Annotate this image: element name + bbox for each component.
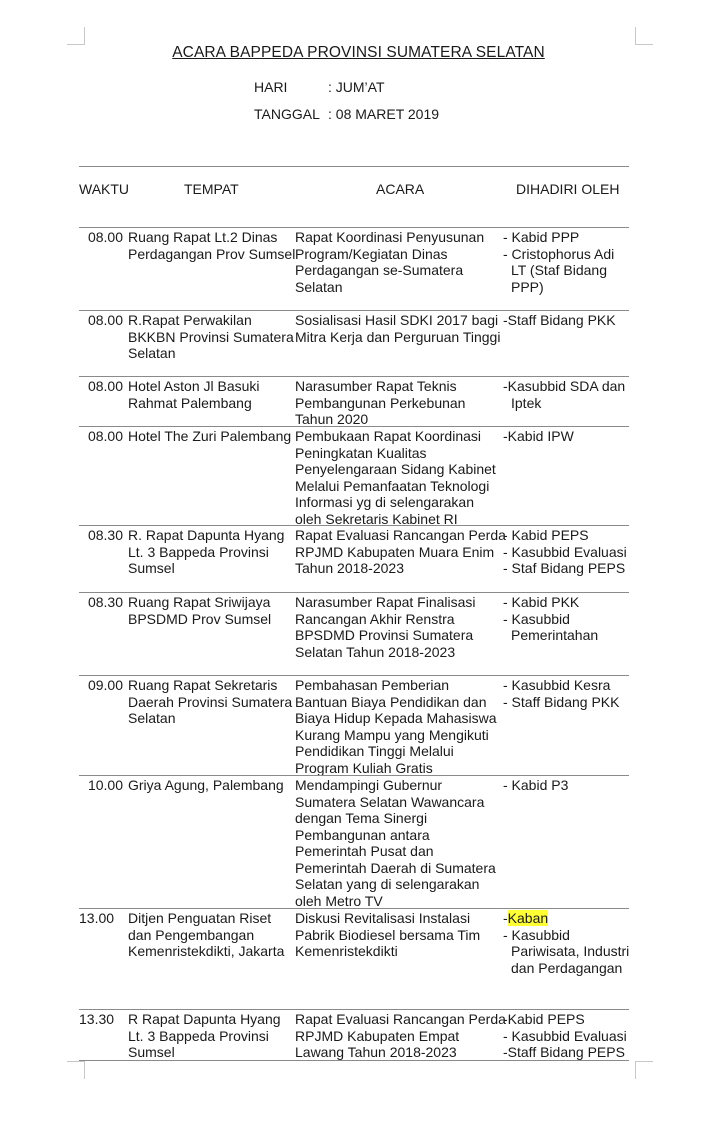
attendee-item: -Staff Bidang PEPS [503,1044,625,1060]
day-value: : JUM’AT [328,79,385,95]
cell-waktu: 08.00 [87,312,123,328]
attendee-item: - Kabid PPP [503,229,580,245]
row-separator [79,775,629,776]
header-tempat: TEMPAT [184,181,239,197]
attendee-item: - Cristophorus Adi LT (Staf Bidang PPP) [503,245,615,295]
row-separator [79,525,629,526]
cell-tempat: R. Rapat Dapunta Hyang Lt. 3 Bappeda Provinsi Sumsel [128,527,285,576]
cell-waktu: 08.00 [87,229,123,245]
attendee-item: - Kabid P3 [503,777,569,793]
header-dihadiri-oleh: DIHADIRI OLEH [516,181,620,197]
cell-tempat: R Rapat Dapunta Hyang Lt. 3 Bappeda Provinsi Sumsel [128,1011,281,1060]
cell-dihadiri-oleh [503,594,633,644]
attendee-item: - Kasubbid Evaluasi [503,1027,627,1044]
cell-dihadiri-oleh [503,428,633,445]
cell-tempat: Griya Agung, Palembang [128,777,284,793]
row-separator [79,376,629,377]
cell-acara: Sosialisasi Hasil SDKI 2017 bagi Mitra Kerja dan Perguruan Tinggi [295,312,501,345]
attendee-item: - Kasubbid Pariwisata, Industri dan Perdagangan [503,926,630,976]
header-waktu: WAKTU [79,181,130,197]
page-corner-mark-bottom-left [67,1061,85,1079]
cell-dihadiri-oleh [503,910,633,976]
day-line [254,79,385,95]
cell-dihadiri-oleh [503,229,633,295]
row-separator [79,227,629,228]
cell-waktu: 08.30 [87,594,123,610]
cell-waktu: 13.30 [79,1011,115,1027]
cell-waktu: 10.00 [87,777,123,793]
row-separator [79,908,629,909]
attendee-item: - Staff Bidang PKK [503,693,620,710]
document-title: ACARA BAPPEDA PROVINSI SUMATERA SELATAN [172,44,545,61]
attendee-item [503,910,633,927]
cell-waktu: 13.00 [79,910,115,926]
cell-tempat: Hotel Aston Jl Basuki Rahmat Palembang [128,378,260,411]
cell-tempat: Ruang Rapat Lt.2 Dinas Perdagangan Prov Sumsel [128,229,296,262]
row-separator [79,310,629,311]
page-corner-mark-bottom-right [635,1061,653,1079]
cell-acara: Rapat Evaluasi Rancangan Perda RPJMD Kabupaten Muara Enim Tahun 2018-2023 [295,527,506,576]
cell-tempat: Hotel The Zuri Palembang [128,428,292,444]
attendee-item: - Kasubbid Evaluasi [503,543,627,560]
page-corner-mark-top-left [67,27,85,45]
row-separator [79,426,629,427]
cell-waktu: 08.00 [87,428,123,444]
cell-dihadiri-oleh [503,378,633,411]
table-bottom-rule [79,1060,629,1061]
highlighted-attendee: Kaban [507,910,549,926]
cell-dihadiri-oleh [503,1011,633,1061]
cell-acara: Pembahasan Pemberian Bantuan Biaya Pendidikan dan Biaya Hidup Kepada Mahasiswa Kurang Mampu yang Mengikuti Pendidikan Tinggi Melalui Program Kuliah Gratis [295,677,497,776]
day-label: HARI [254,79,288,95]
attendee-item: -Kasubbid SDA dan Iptek [503,378,626,411]
cell-dihadiri-oleh [503,312,633,329]
date-value: : 08 MARET 2019 [328,106,440,122]
attendee-item: - Kasubbid Kesra [503,677,611,693]
attendee-item: -Staff Bidang PKK [503,312,616,328]
cell-acara: Rapat Koordinasi Penyusunan Program/Kegiatan Dinas Perdagangan se-Sumatera Selatan [295,229,485,295]
cell-dihadiri-oleh [503,677,633,710]
cell-tempat: Ruang Rapat Sriwijaya BPSDMD Prov Sumsel [128,594,272,627]
row-separator [79,592,629,593]
row-separator [79,1009,629,1010]
cell-tempat: Ditjen Penguatan Riset dan Pengembangan Kemenristekdikti, Jakarta [128,910,285,959]
cell-waktu: 08.00 [87,378,123,394]
page-corner-mark-top-right [635,27,653,45]
date-label: TANGGAL [254,106,320,122]
date-line [254,106,439,122]
attendee-item: -Kabid IPW [503,428,574,444]
cell-tempat: R.Rapat Perwakilan BKKBN Provinsi Sumatera Selatan [128,312,294,361]
cell-acara: Pembukaan Rapat Koordinasi Peningkatan Kualitas Penyelengaraan Sidang Kabinet Melalui Pemanfaatan Teknologi Informasi yg di selengarakan oleh Sekretaris Kabinet RI [295,428,496,527]
cell-acara: Narasumber Rapat Teknis Pembangunan Perkebunan Tahun 2020 [295,378,466,427]
cell-acara: Narasumber Rapat Finalisasi Rancangan Akhir Renstra BPSDMD Provinsi Sumatera Selatan Tahun 2018-2023 [295,594,476,660]
attendee-prefix: - [503,910,508,926]
cell-acara: Mendampingi Gubernur Sumatera Selatan Wawancara dengan Tema Sinergi Pembangunan antara Pemerintah Pusat dan Pemerintah Daerah di Sumatera Selatan yang di selengarakan oleh Metro TV [295,777,496,909]
cell-waktu: 08.30 [87,527,123,543]
attendee-item: - Kasubbid Pemerintahan [503,610,599,643]
cell-tempat: Ruang Rapat Sekretaris Daerah Provinsi Sumatera Selatan [128,677,293,726]
attendee-item: -Kabid PEPS [503,1011,585,1027]
cell-acara: Rapat Evaluasi Rancangan Perda RPJMD Kabupaten Empat Lawang Tahun 2018-2023 [295,1011,506,1060]
cell-waktu: 09.00 [87,677,123,693]
attendee-item: - Kabid PEPS [503,527,589,543]
attendee-item: - Kabid PKK [503,594,580,610]
header-acara: ACARA [376,181,425,197]
cell-dihadiri-oleh [503,777,633,794]
cell-acara: Diskusi Revitalisasi Instalasi Pabrik Biodiesel bersama Tim Kemenristekdikti [295,910,481,959]
table-top-rule [79,166,629,167]
row-separator [79,675,629,676]
cell-dihadiri-oleh [503,527,633,577]
attendee-item: - Staf Bidang PEPS [503,560,626,576]
